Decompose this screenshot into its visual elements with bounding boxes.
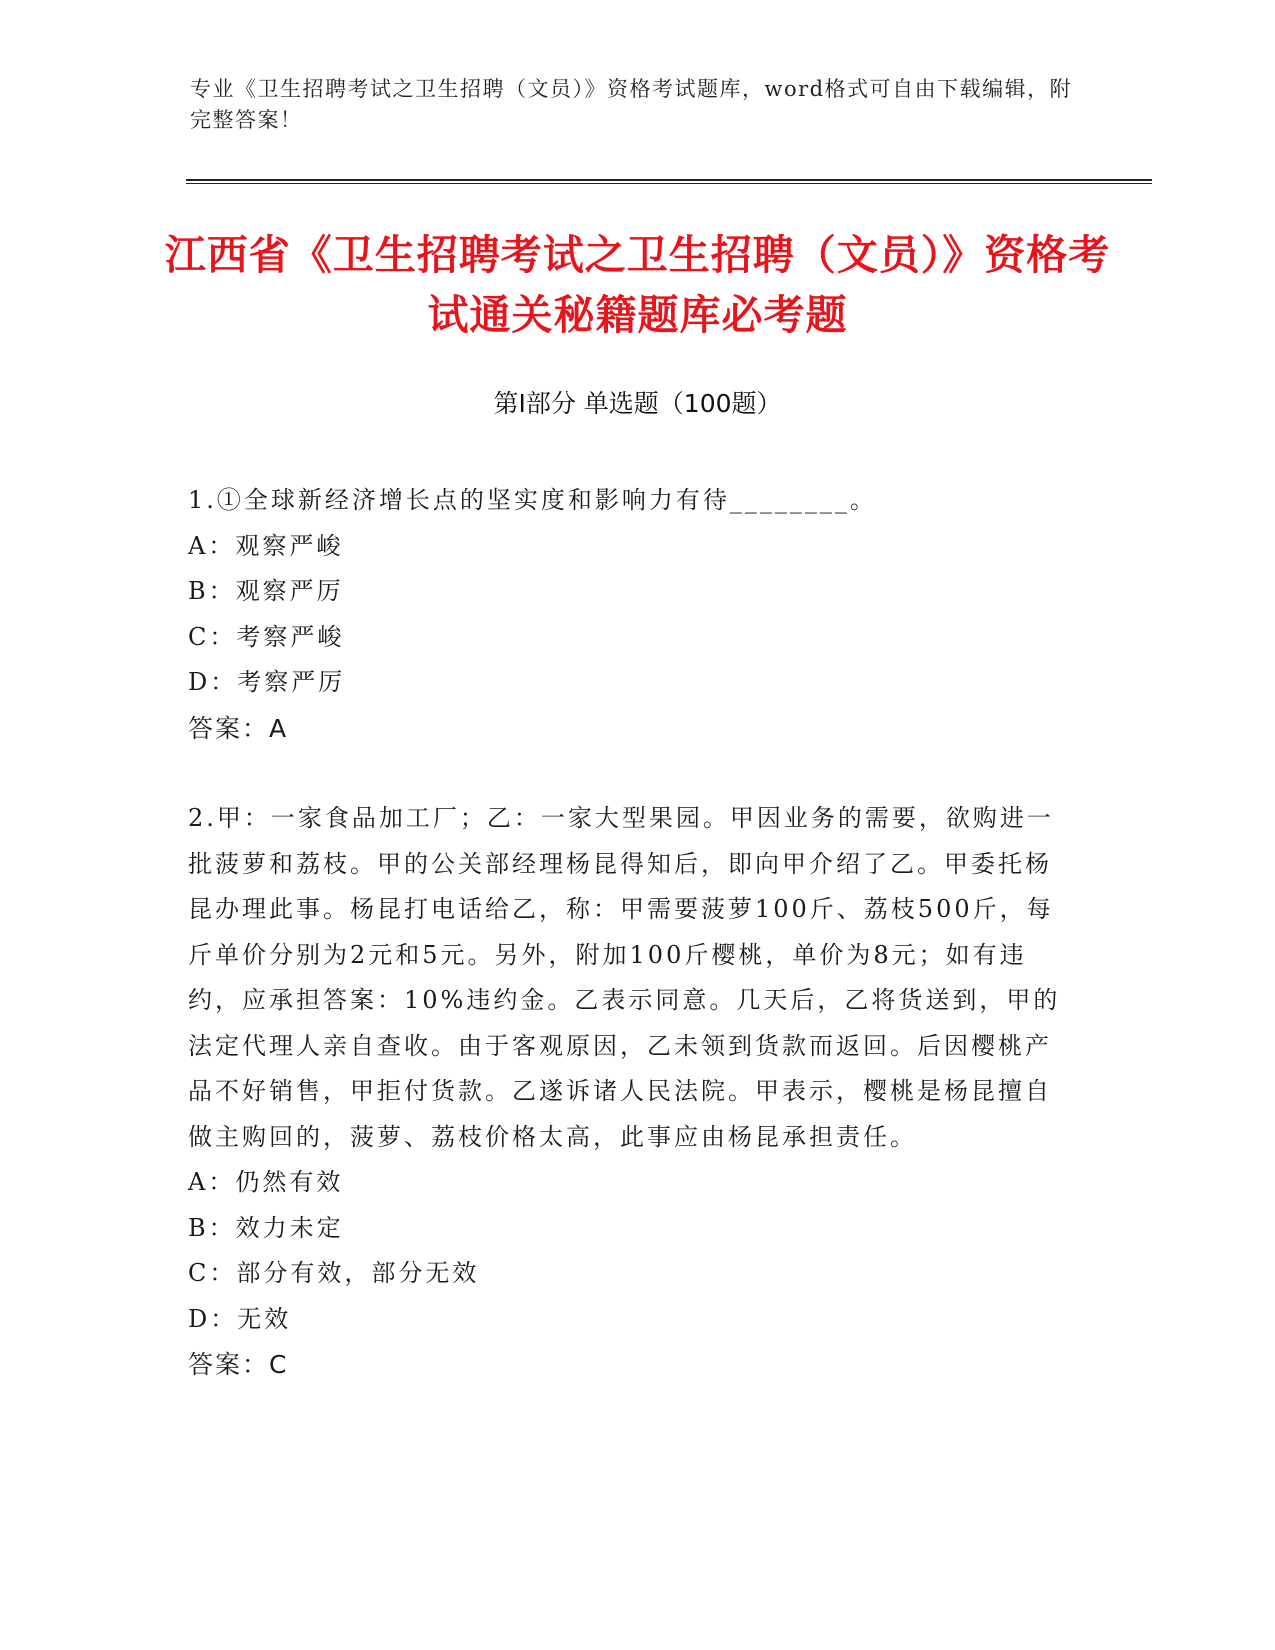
question-stem: 2.甲：一家食品加工厂；乙：一家大型果园。甲因业务的需要，欲购进一批菠萝和荔枝。甲的公关部经理杨昆得知后，即向甲介绍了乙。甲委托杨昆办理此事。杨昆打电话给乙，称：甲需要菠萝100斤、荔枝500斤，每斤单价分别为2元和5元。另外，附加100斤樱桃，单价为8元；如有违约，应承担答案：10%违约金。乙表示同意。几天后，乙将货送到，甲的法定代理人亲自查收。由于客观原因，乙未领到货款而返回。后因樱桃产品不好销售，甲拒付货款。乙遂诉诸人民法院。甲表示，樱桃是杨昆擅自做主购回的，菠萝、荔枝价格太高，此事应由杨昆承担责任。	[188, 804, 1061, 1151]
option-d: D：无效	[188, 1304, 292, 1333]
question-2	[188, 796, 1068, 1388]
option-b: B：观察严厉	[188, 577, 344, 605]
answer: 答案：A	[188, 713, 289, 743]
section-heading: 第Ⅰ部分 单选题（100题）	[493, 389, 782, 418]
header-note: 专业《卫生招聘考试之卫生招聘（文员）》资格考试题库，word格式可自由下载编辑，附完整答案！	[190, 77, 1073, 132]
header-divider-thin	[186, 183, 1152, 184]
option-a: A：仍然有效	[188, 1168, 344, 1196]
option-c: C：部分有效，部分无效	[188, 1259, 480, 1287]
question-1	[188, 478, 1068, 751]
option-d: D：考察严厉	[188, 668, 346, 696]
header-divider	[186, 179, 1152, 181]
option-c: C：考察严峻	[188, 622, 345, 651]
document-title: 江西省《卫生招聘考试之卫生招聘（文员）》资格考试通关秘籍题库必考题	[164, 231, 1111, 339]
question-stem: 1.①全球新经济增长点的坚实度和影响力有待________。	[188, 486, 877, 514]
answer: 答案：C	[188, 1350, 289, 1379]
option-b: B：效力未定	[188, 1213, 344, 1242]
option-a: A：观察严峻	[188, 531, 344, 560]
